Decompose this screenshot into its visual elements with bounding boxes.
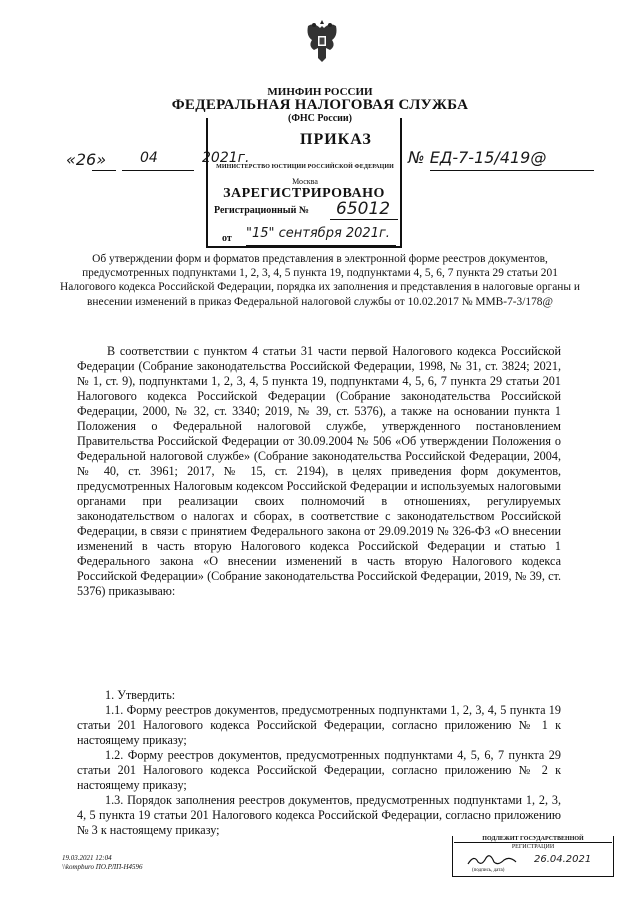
bottom-stamp-date: 26.04.2021 (534, 854, 592, 865)
document-type: ПРИКАЗ (300, 131, 372, 148)
coat-of-arms-icon (300, 16, 344, 66)
bottom-stamp-note: (подпись, дата) (472, 868, 505, 873)
order-title: Об утверждении форм и форматов представления в электронной форме реестров документов, предусмотренных подпунктами 1, 2, 3, 4, 5 пункта 19, подпунктами 4, 5, 6, 7 пункта 29 статьи 201 Налогового кодекса Российской Федерации, порядка их заполнения и представления в налоговые органы и внесении изменений в приказ Федеральной налоговой службы от 10.02.2017 № ММВ-7-3/178@ (60, 253, 580, 308)
bottom-stamp-line1: ПОДЛЕЖИТ ГОСУДАРСТВЕННОЙ (454, 836, 612, 843)
footer-info (62, 854, 143, 872)
service-abbr: (ФНС России) (287, 113, 352, 124)
preamble (77, 344, 561, 599)
signature-icon (466, 852, 526, 868)
stamp-number: 65012 (336, 199, 391, 219)
stamp-city: Москва (292, 177, 318, 186)
list-item: 1. Утвердить: (105, 688, 176, 702)
registration-required-stamp (452, 836, 614, 880)
stamp-ministry: МИНИСТЕРСТВО ЮСТИЦИИ РОССИЙСКОЙ ФЕДЕРАЦИИ (216, 164, 394, 170)
preamble-text: В соответствии с пунктом 4 статьи 31 части первой Налогового кодекса Российской Федерации (Собрание законодательства Российской Федерации, 1998, № 31, ст. 3824; 2021, № 1, ст. 9), подпунктами 1, 2, 3, 4, 5 пункта 19, подпунктами 4, 5, 6, 7 пункта 29 статьи 201 Налогового кодекса Российской Федерации (Собрание законодательства Российской Федерации, 2000, № 32, ст. 3340; 2019, № 39, ст. 5376), а также на основании пункта 1 Положения о Федеральной налоговой службе, утвержденного постановлением Правительства Российской Федерации от 30.09.2004 № 506 «Об утверждении Положения о Федеральной налоговой службе» (Собрание законодательства Российской Федерации, 2004, № 40, ст. 3961; 2017, № 15, ст. 2194), в целях приведения форм документов, предусмотренных Налоговым кодексом Российской Федерации и используемых налоговыми органами при реализации своих полномочий в отношениях, регулируемых законодательством о налогах и сборах, в соответствие с законодательством Российской Федерации, в связи с принятием Федерального закона от 29.09.2019 № 326-ФЗ «О внесении изменений в часть вторую Налогового кодекса Российской Федерации и статью 1 Федерального закона «О внесении изменений в часть вторую Налогового кодекса Российской Федерации» (Собрание законодательства Российской Федерации, 2019, № 39, ст. 5376) приказываю: (77, 344, 561, 598)
service-name: ФЕДЕРАЛЬНАЯ НАЛОГОВАЯ СЛУЖБА (171, 97, 469, 113)
stamp-date-label: от (222, 233, 232, 244)
stamp-date: "15" сентября 2021г. (246, 226, 390, 241)
list-item: 1.1. Форму реестров документов, предусмотренных подпунктами 1, 2, 3, 4, 5 пункта 19 статьи 201 Налогового кодекса Российской Федерации, согласно приложению № 1 к настоящему приказу; (77, 703, 561, 747)
date-day: «26» (66, 150, 107, 169)
date-month: 04 (140, 150, 158, 166)
footer-file: \\kompburo ПО.РЛП-Н4596 (62, 863, 143, 871)
date-year: 2021г. (202, 150, 250, 166)
ministry-name: МИНФИН РОССИИ (267, 86, 373, 98)
stamp-number-label: Регистрационный № (214, 205, 309, 216)
list-item: 1.2. Форму реестров документов, предусмотренных подпунктами 4, 5, 6, 7 пункта 29 статьи 201 Налогового кодекса Российской Федерации, согласно приложению № 2 к настоящему приказу; (77, 748, 561, 792)
stamp-registered: ЗАРЕГИСТРИРОВАНО (223, 186, 385, 201)
order-number: № ЕД-7-15/419@ (408, 148, 547, 167)
order-items (77, 688, 561, 838)
footer-timestamp: 19.03.2021 12:04 (62, 854, 112, 862)
bottom-stamp-line2: РЕГИСТРАЦИИ (511, 844, 555, 850)
list-item: 1.3. Порядок заполнения реестров документов, предусмотренных подпунктами 1, 2, 3, 4, 5 пункта 19 статьи 201 Налогового кодекса Российской Федерации, согласно приложению № 3 к настоящему приказу; (77, 793, 561, 837)
